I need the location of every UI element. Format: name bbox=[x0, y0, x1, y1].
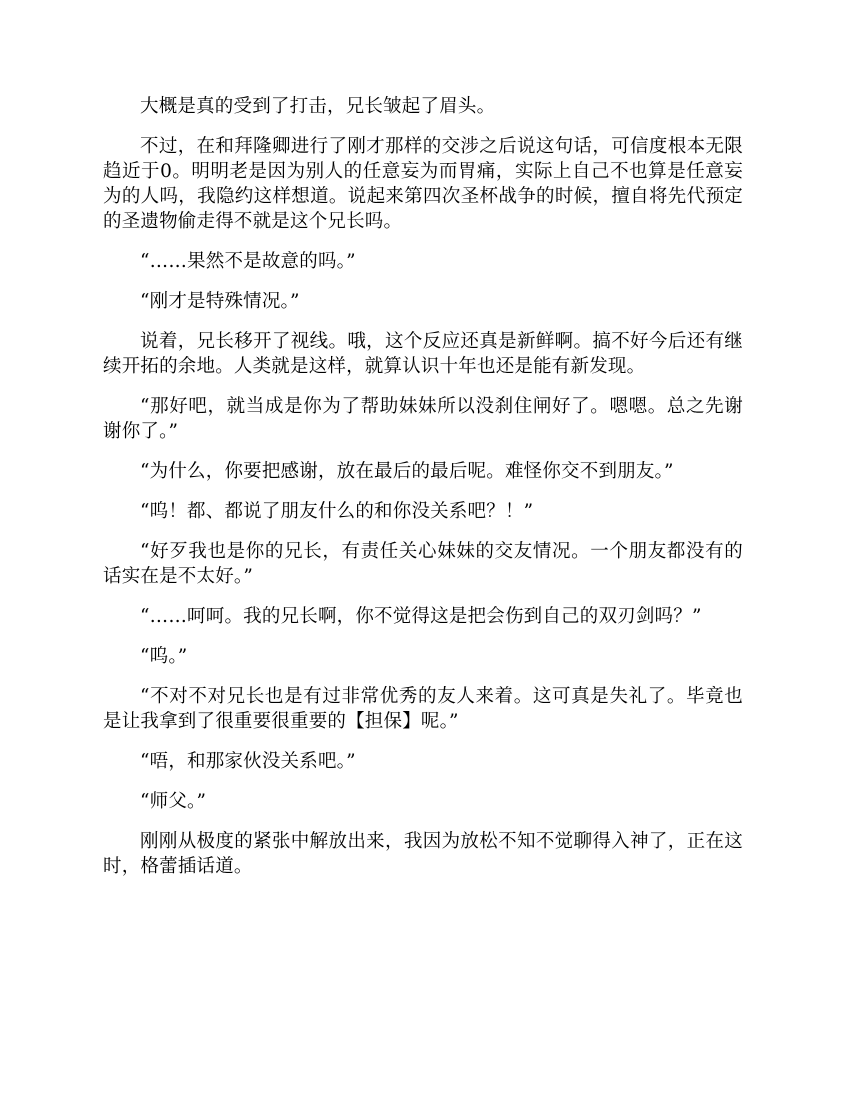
paragraph-9: “好歹我也是你的兄长，有责任关心妹妹的交友情况。一个朋友都没有的话实在是不太好。” bbox=[103, 541, 743, 587]
paragraph-1: 大概是真的受到了打击，兄长皱起了眉头。 bbox=[140, 96, 496, 117]
paragraph-5: 说着，兄长移开了视线。哦，这个反应还真是新鲜啊。搞不好今后还有继续开拓的余地。人类就是这样，就算认识十年也还是能有新发现。 bbox=[103, 331, 743, 377]
paragraph-8: “呜！都、都说了朋友什么的和你没关系吧？！” bbox=[140, 501, 534, 522]
paragraph-6: “那好吧，就当成是你为了帮助妹妹所以没刹住闸好了。嗯嗯。总之先谢谢你了。” bbox=[103, 396, 743, 442]
paragraph-10: “……呵呵。我的兄长啊，你不觉得这是把会伤到自己的双刃剑吗？” bbox=[140, 606, 702, 627]
document-page bbox=[103, 94, 743, 894]
paragraph-12: “不对不对兄长也是有过非常优秀的友人来着。这可真是失礼了。毕竟也是让我拿到了很重要很重要的【担保】呢。” bbox=[103, 686, 743, 732]
paragraph-15: 刚刚从极度的紧张中解放出来，我因为放松不知不觉聊得入神了，正在这时，格蕾插话道。 bbox=[103, 831, 743, 877]
paragraph-4: “刚才是特殊情况。” bbox=[140, 291, 300, 312]
paragraph-14: “师父。” bbox=[140, 791, 207, 812]
paragraph-11: “呜。” bbox=[140, 646, 188, 667]
paragraph-7: “为什么，你要把感谢，放在最后的最后呢。难怪你交不到朋友。” bbox=[140, 461, 674, 482]
paragraph-2: 不过，在和拜隆卿进行了刚才那样的交涉之后说这句话，可信度根本无限趋近于0。明明老是因为别人的任意妄为而胃痛，实际上自己不也算是任意妄为的人吗，我隐约这样想道。说起来第四次圣杯战争的时候，擅自将先代预定的圣遗物偷走得不就是这个兄长吗。 bbox=[103, 136, 743, 232]
paragraph-13: “唔，和那家伙没关系吧。” bbox=[140, 751, 356, 772]
paragraph-3: “……果然不是故意的吗。” bbox=[140, 251, 356, 272]
